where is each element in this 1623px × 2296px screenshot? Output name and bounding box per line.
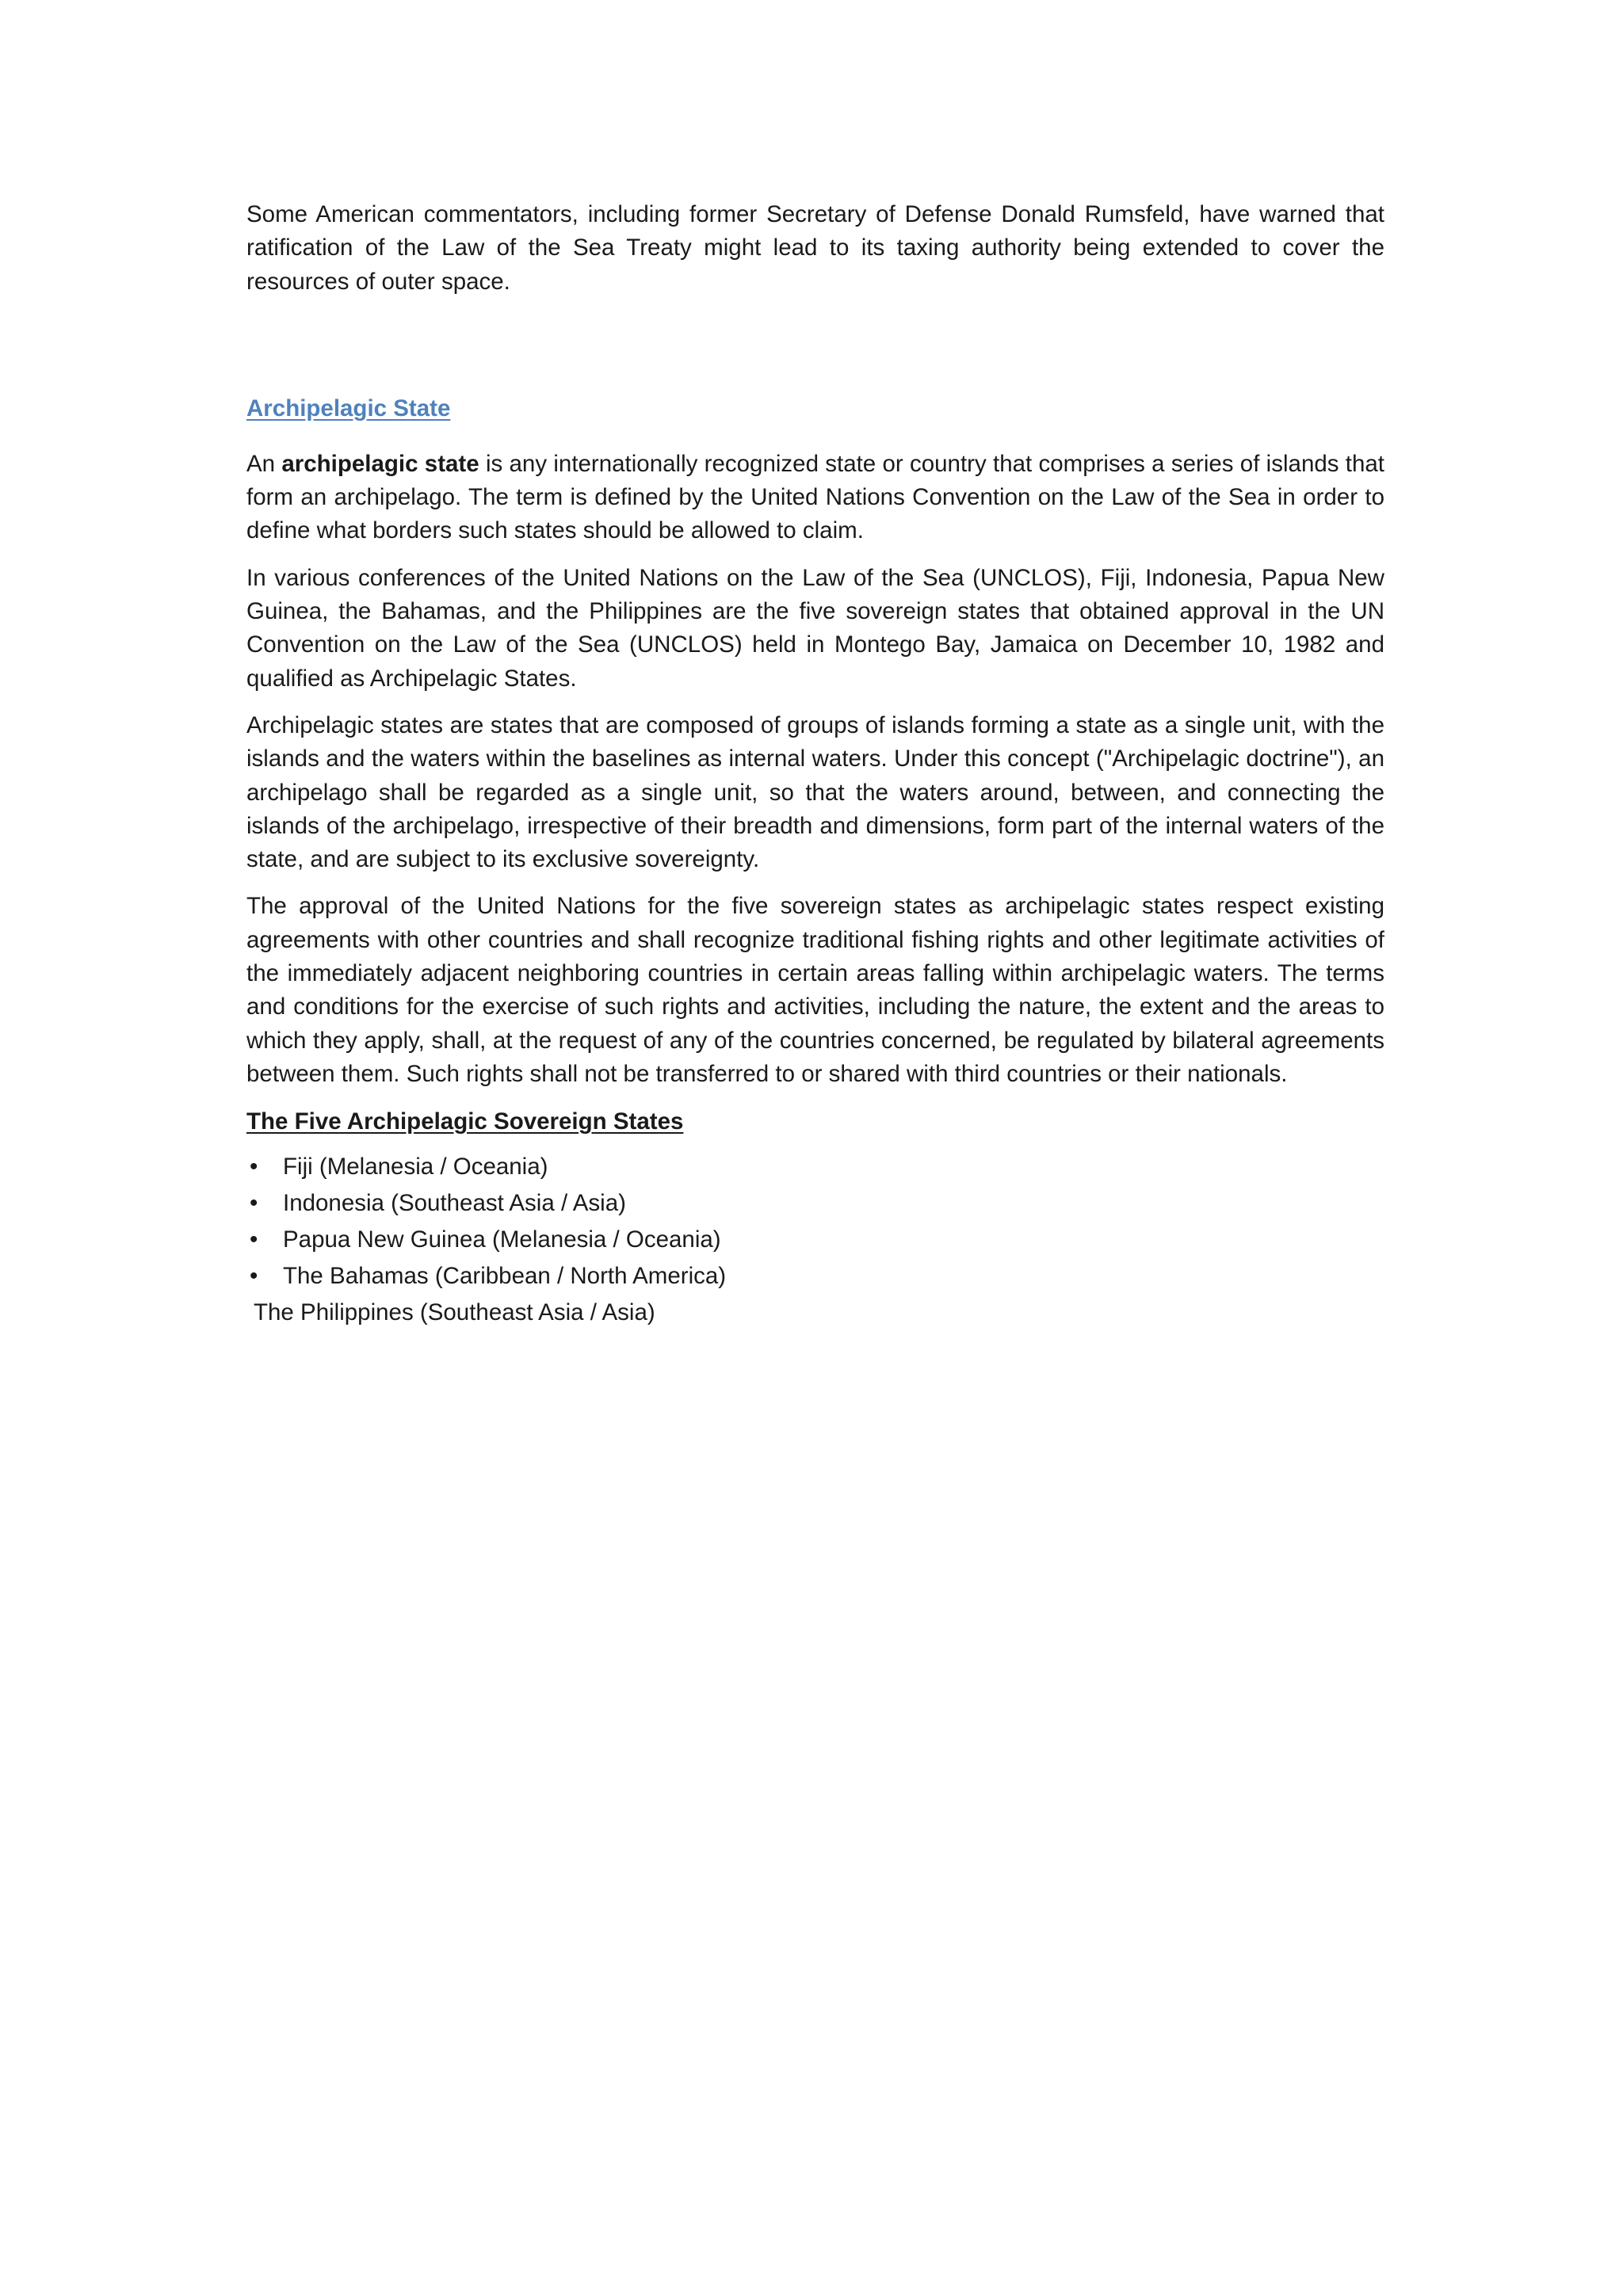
doctrine-paragraph: Archipelagic states are states that are composed of groups of islands forming a state as a single unit, with the islands and the waters within the baselines as internal waters. Under this concept ("Archipelagic doctrine"), an archipelago shall be regarded as a single unit, so that the waters around, between, and connecting the islands of the archipelago, irrespective of their breadth and dimensions, form part of the internal waters of the state, and are subject to its exclusive sovereignty. [246,711,1384,873]
list-item-text: Indonesia (Southeast Asia / Asia) [283,1190,626,1217]
list-item [246,1185,1384,1222]
definition-term: archipelagic state [281,450,479,477]
list-item-text: Fiji (Melanesia / Oceania) [283,1154,548,1180]
document-page [246,198,1384,1331]
section-heading-archipelagic-state[interactable]: Archipelagic State [246,395,451,421]
bullet-icon: • [250,1226,258,1253]
unclos-paragraph: In various conferences of the United Nations on the Law of the Sea (UNCLOS), Fiji, Indonesia, Papua New Guinea, the Bahamas, and the Philippines are the five sovereign states that obtained approval in the UN Convention on the Law of the Sea (UNCLOS) held in Montego Bay, Jamaica on December 10, 1982 and qualified as Archipelagic States. [246,564,1384,692]
intro-paragraph: Some American commentators, including former Secretary of Defense Donald Rumsfeld, have warned that ratification of the Law of the Sea Treaty might lead to its taxing authority being extended to cover the resources of outer space. [246,201,1384,295]
list-item [246,1149,1384,1185]
definition-rest: is any internationally recognized state or country that comprises a series of islands that form an archipelago. The term is defined by the United Nations Convention on the Law of the Sea in order to define what borders such states should be allowed to claim. [246,450,1384,544]
list-item [246,1222,1384,1258]
list-item-philippines: The Philippines (Southeast Asia / Asia) [254,1299,655,1326]
definition-lead: An [246,450,282,477]
approval-paragraph: The approval of the United Nations for the five sovereign states as archipelagic states respect existing agreements with other countries and shall recognize traditional fishing rights and other legitimate activities of the immediately adjacent neighboring countries in certain areas falling within archipelagic waters. The terms and conditions for the exercise of such rights and activities, including the nature, the extent and the areas to which they apply, shall, at the request of any of the countries concerned, be regulated by bilateral agreements between them. Such rights shall not be transferred to or shared with third countries or their nationals. [246,893,1384,1087]
section-body [246,448,1384,1091]
bullet-icon: • [250,1190,258,1217]
list-item-text: Papua New Guinea (Melanesia / Oceania) [283,1226,721,1253]
states-list-heading: The Five Archipelagic Sovereign States [246,1108,684,1135]
bullet-icon: • [250,1154,258,1180]
bullet-icon: • [250,1263,258,1290]
states-list [246,1149,1384,1295]
list-item [246,1258,1384,1295]
definition-paragraph [246,448,1384,548]
list-item-text: The Bahamas (Caribbean / North America) [283,1263,727,1290]
